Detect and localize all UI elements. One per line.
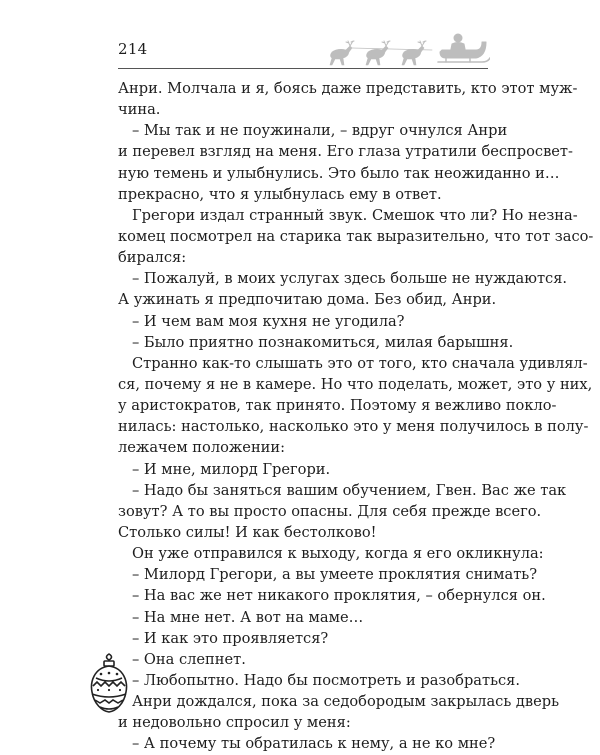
text-line: – Милорд Грегори, а вы умеете проклятия снимать? xyxy=(132,566,538,584)
text-line: – Она слепнет. xyxy=(132,650,246,668)
text-line: ную темень и улыбнулись. Это было так неожиданно и… xyxy=(118,164,560,182)
text-line: Грегори издал странный звук. Смешок что ли? Но незна- xyxy=(132,206,578,224)
text-line: Анри. Молчала и я, боясь даже представить, кто этот муж- xyxy=(118,80,578,97)
text-line: прекрасно, что я улыбнулась ему в ответ. xyxy=(118,185,442,203)
text-line: ся, почему я не в камере. Но что поделать, может, это у них, xyxy=(118,375,593,393)
text-line: – На мне нет. А вот на маме… xyxy=(132,608,364,626)
text-line: – Мы так и не поужинали, – вдруг очнулся Анри xyxy=(132,122,508,140)
text-line: – И мне, милорд Грегори. xyxy=(132,460,331,478)
page-number: 214 xyxy=(118,40,148,58)
text-line: зовут? А то вы просто опасны. Для себя прежде всего. xyxy=(118,502,542,520)
text-line: – И как это проявляется? xyxy=(132,629,329,647)
text-line: – Надо бы заняться вашим обучением, Гвен. Вас же так xyxy=(132,481,567,499)
text-line: лежачем положении: xyxy=(118,439,286,457)
text-line: у аристократов, так принято. Поэтому я вежливо покло- xyxy=(118,397,557,415)
christmas-ornament-icon xyxy=(88,652,130,714)
text-line: и перевел взгляд на меня. Его глаза утратили беспросвет- xyxy=(118,143,573,161)
text-line: и недовольно спросил у меня: xyxy=(118,714,351,732)
text-line: нилась: настолько, насколько это у меня получилось в полу- xyxy=(118,418,589,436)
text-line: Странно как-то слышать это от того, кто сначала удивлял- xyxy=(132,354,588,372)
body-text xyxy=(118,78,594,755)
text-line: – На вас же нет никакого проклятия, – обернулся он. xyxy=(132,587,546,605)
text-line: комец посмотрел на старика так выразительно, что тот засо- xyxy=(118,227,594,245)
text-line: – Любопытно. Надо бы посмотреть и разобраться. xyxy=(132,671,521,689)
text-line: – И чем вам моя кухня не угодила? xyxy=(132,312,405,330)
text-line: – Было приятно познакомиться, милая барышня. xyxy=(132,333,514,351)
text-line: – А почему ты обратилась к нему, а не ко мне? xyxy=(132,735,496,753)
text-line: Столько силы! И как бестолково! xyxy=(118,523,377,541)
text-line: А ужинать я предпочитаю дома. Без обид, Анри. xyxy=(118,291,497,309)
text-line: Анри дождался, пока за седобородым закрылась дверь xyxy=(132,693,560,711)
santa-sleigh-reindeer-icon xyxy=(322,26,490,70)
header-rule xyxy=(118,68,488,69)
text-line: бирался: xyxy=(118,249,187,267)
text-line: – Пожалуй, в моих услугах здесь больше не нуждаются. xyxy=(132,270,568,288)
text-line: чина. xyxy=(118,101,161,119)
text-line: Он уже отправился к выходу, когда я его окликнула: xyxy=(132,545,544,563)
